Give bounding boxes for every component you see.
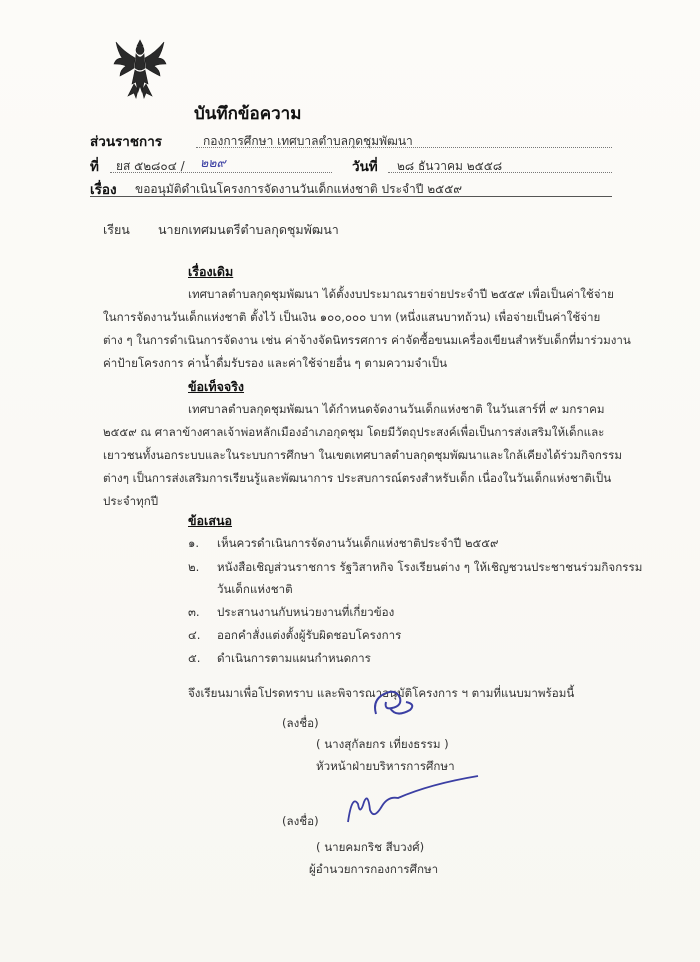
facts-line-3: เยาวชนทั้งนอกระบบและในระบบการศึกษา ในเขตเทศบาลตำบลกุดชุมพัฒนาและใกล้เคียงได้ร่วมกิจกรรม: [103, 448, 622, 462]
date-label: วันที่: [352, 159, 378, 175]
signer2-name: ( นายคมกริช สีบวงศ์): [316, 840, 425, 854]
signer1-sign-label: (ลงชื่อ): [282, 716, 319, 730]
proposal-item-1: เห็นควรดำเนินการจัดงานวันเด็กแห่งชาติประจำปี ๒๕๕๙: [217, 536, 499, 550]
proposal-heading: ข้อเสนอ: [188, 513, 233, 528]
proposal-item-2-num: ๒.: [188, 560, 200, 574]
signer1-name: ( นางสุกัลยกร เที่ยงธรรม ): [316, 737, 449, 751]
agency-label: ส่วนราชการ: [90, 134, 163, 150]
proposal-item-3-num: ๓.: [188, 605, 200, 619]
proposal-item-1-num: ๑.: [188, 536, 200, 550]
signature-1-icon: [370, 684, 418, 726]
agency-value: กองการศึกษา เทศบาลตำบลกุดชุมพัฒนา: [203, 134, 413, 148]
signer2-position: ผู้อำนวยการกองการศึกษา: [309, 862, 439, 876]
facts-line-1: เทศบาลตำบลกุดชุมพัฒนา ได้กำหนดจัดงานวันเด็กแห่งชาติ ในวันเสาร์ที่ ๙ มกราคม: [188, 402, 605, 416]
facts-line-4: ต่างๆ เป็นการส่งเสริมการเรียนรู้และพัฒนาการ ประสบการณ์ตรงสำหรับเด็ก เนื่องในวันเด็กแห่งชาติเป็น: [103, 471, 612, 485]
proposal-item-5-num: ๕.: [188, 651, 201, 665]
subject-label: เรื่อง: [90, 182, 117, 198]
proposal-item-4: ออกคำสั่งแต่งตั้งผู้รับผิดชอบโครงการ: [217, 628, 402, 642]
garuda-emblem-icon: [112, 38, 168, 100]
to-label: เรียน: [103, 222, 130, 237]
proposal-item-2-cont: วันเด็กแห่งชาติ: [217, 582, 293, 596]
proposal-item-4-num: ๔.: [188, 628, 201, 642]
ref-label: ที่: [90, 159, 99, 175]
signature-2-icon: [340, 770, 482, 830]
to-value: นายกเทศมนตรีตำบลกุดชุมพัฒนา: [158, 222, 339, 237]
ref-number: ยส ๕๒๘๐๔ /: [116, 159, 185, 173]
proposal-item-2: หนังสือเชิญส่วนราชการ รัฐวิสาหกิจ โรงเรียนต่าง ๆ ให้เชิญชวนประชาชนร่วมกิจกรรม: [217, 560, 643, 574]
background-heading: เรื่องเดิม: [188, 264, 234, 279]
header-divider: [90, 196, 612, 197]
facts-line-2: ๒๕๕๙ ณ ศาลาข้างศาลเจ้าพ่อหลักเมืองอำเภอกุดชุม โดยมีวัตถุประสงค์เพื่อเป็นการส่งเสริมให้เด็กและ: [103, 425, 605, 439]
signer1-position: หัวหน้าฝ่ายบริหารการศึกษา: [316, 759, 455, 773]
ref-handwritten: ๒๒๙: [200, 155, 226, 170]
facts-heading: ข้อเท็จจริง: [188, 379, 245, 394]
date-value: ๒๘ ธันวาคม ๒๕๕๘: [397, 159, 503, 173]
signer2-sign-label: (ลงชื่อ): [282, 814, 319, 828]
subject-value: ขออนุมัติดำเนินโครงการจัดงานวันเด็กแห่งชาติ ประจำปี ๒๕๕๙: [135, 182, 463, 196]
proposal-item-3: ประสานงานกับหน่วยงานที่เกี่ยวข้อง: [217, 605, 395, 619]
background-line-2: ในการจัดงานวันเด็กแห่งชาติ ตั้งไว้ เป็นเงิน ๑๐๐,๐๐๐ บาท (หนึ่งแสนบาทถ้วน) เพื่อจ่ายเป็นค่าใช้จ่าย: [103, 310, 601, 324]
memo-title: บันทึกข้อความ: [194, 104, 302, 124]
closing-sentence: จึงเรียนมาเพื่อโปรดทราบ และพิจารณาอนุมัติโครงการ ฯ ตามที่แนบมาพร้อมนี้: [188, 686, 575, 700]
background-line-3: ต่าง ๆ ในการดำเนินการจัดงาน เช่น ค่าจ้างจัดนิทรรศการ ค่าจัดซื้อขนมเครื่องเขียนสำหรับเด็กที่มาร่วมงาน: [103, 333, 631, 347]
facts-line-5: ประจำทุกปี: [103, 494, 159, 508]
proposal-item-5: ดำเนินการตามแผนกำหนดการ: [217, 651, 371, 665]
background-line-4: ค่าป้ายโครงการ ค่าน้ำดื่มรับรอง และค่าใช้จ่ายอื่น ๆ ตามความจำเป็น: [103, 356, 448, 370]
background-line-1: เทศบาลตำบลกุดชุมพัฒนา ได้ตั้งงบประมาณรายจ่ายประจำปี ๒๕๕๙ เพื่อเป็นค่าใช้จ่าย: [188, 287, 614, 301]
